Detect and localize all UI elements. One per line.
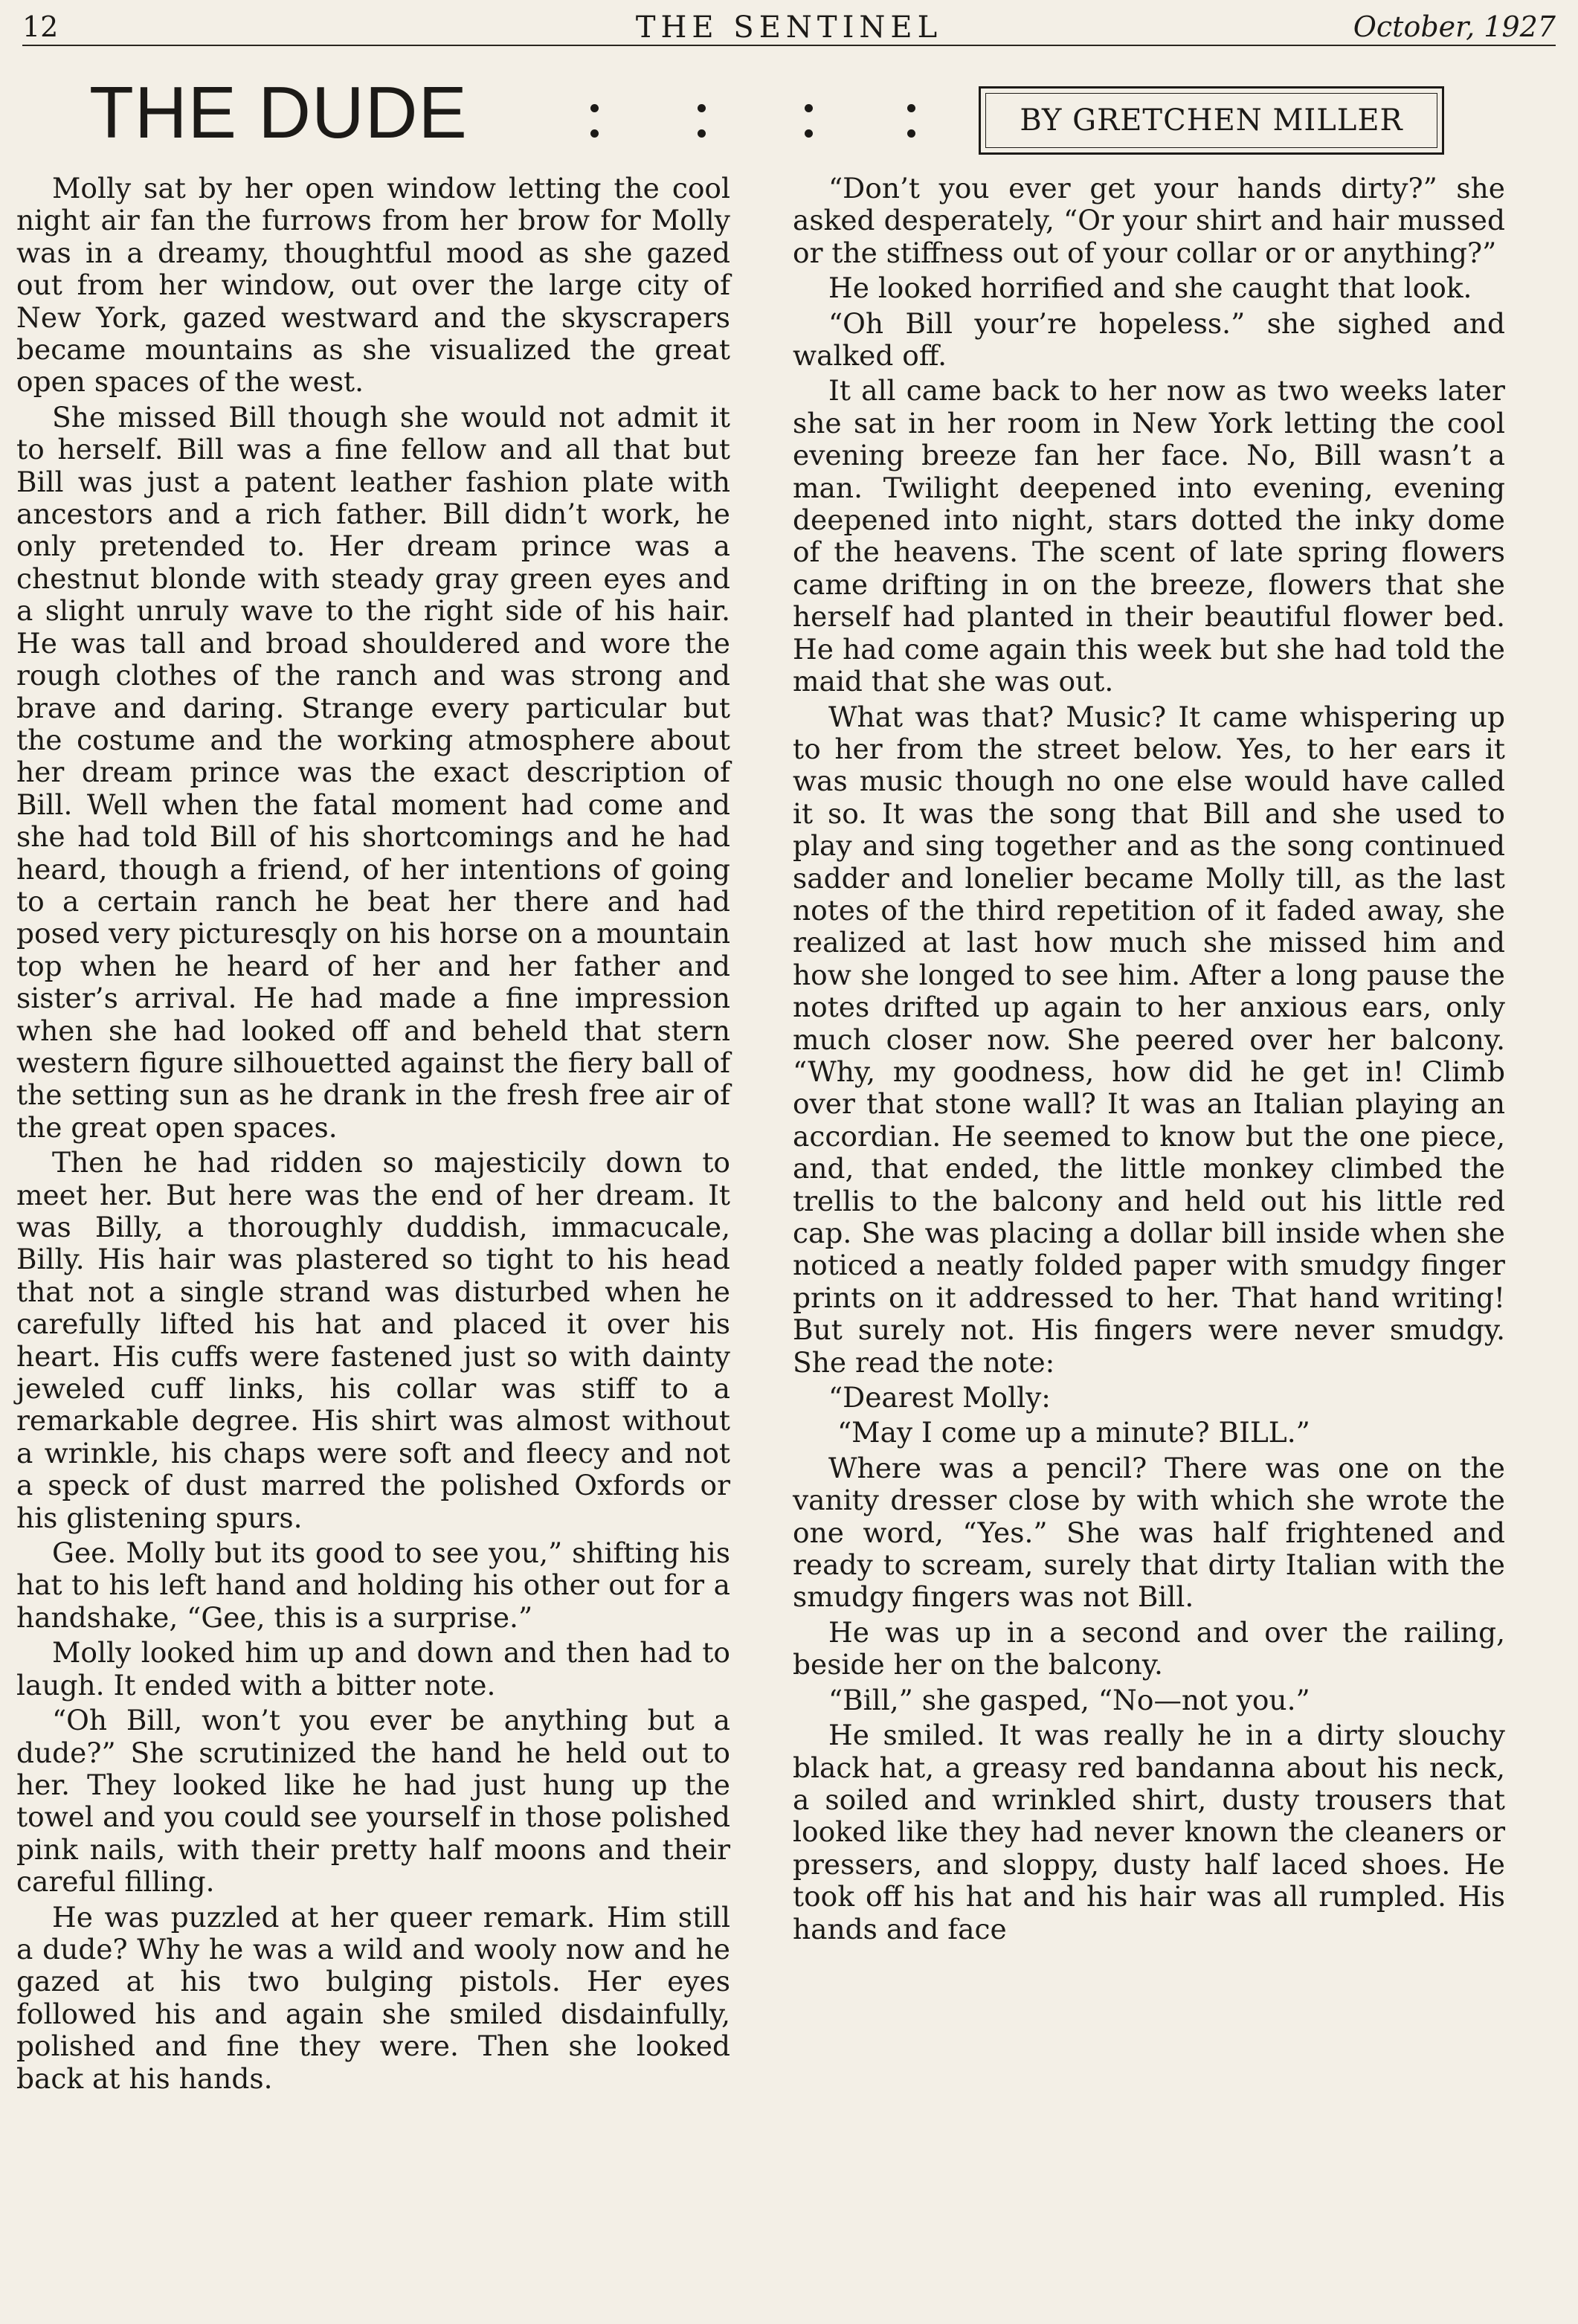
paragraph: Gee. Molly but its good to see you,” shifting his hat to his left hand and holding his other out for a handshake, “Gee, this is a surprise.” xyxy=(16,1536,730,1634)
paragraph: She missed Bill though she would not admit it to herself. Bill was a fine fellow and all that but Bill was just a patent leather fashion plate with ancestors and a rich father. Bill didn’t work, he only pretended to. Her dream prince was a chestnut blonde with steady gray green eyes and a slight unruly wave to the right side of his hair. He was tall and broad shouldered and wore the rough clothes of the ranch and was strong and brave and daring. Strange every particular but the costume and the working atmosphere about her dream prince was the exact description of Bill. Well when the fatal moment had come and she had told Bill of his shortcomings and he had heard, though a friend, of her intentions of going to a certain ranch he beat her there and had posed very picturesqly on his horse on a mountain top when he heard of her and her father and sister’s arrival. He had made a fine impression when she had looked off and beheld that stern western figure silhouetted against the fiery ball of the setting sun as he drank in the fresh free air of the great open spaces. xyxy=(16,400,730,1144)
story-title: THE DUDE xyxy=(89,71,468,153)
paragraph: He smiled. It was really he in a dirty slouchy black hat, a greasy red bandanna about his neck, a soiled and wrinkled shirt, dusty trousers that looked like they had never known the cleaners or pressers, and sloppy, dusty half laced shoes. He took off his hat and his hair was all rumpled. His hands and face xyxy=(793,1719,1505,1945)
left-column xyxy=(16,173,730,2098)
byline: BY GRETCHEN MILLER xyxy=(1020,103,1403,138)
running-head xyxy=(22,7,1556,46)
paragraph: “Oh Bill your’re hopeless.” she sighed and walked off. xyxy=(793,306,1505,373)
paragraph: What was that? Music? It came whispering up to her from the street below. Yes, to her ears it was music though no one else would have called it so. It was the song that Bill and she used to play and sing together and as the song continued sadder and lonelier became Molly till, as the last notes of the third repetition of it faded away, she realized at last how much she missed him and how she longed to see him. After a long pause the notes drifted up again to her anxious ears, only much closer now. She peered over her balcony. “Why, my goodness, how did he get in! Climb over that stone wall? It was an Italian playing an accordian. He seemed to know but the one piece, and, that ended, the little monkey climbed the trellis to the balcony and held out his little red cap. She was placing a dollar bill inside when she noticed a neatly folded paper with smudgy finger prints on it addressed to her. That hand writing! But surely not. His fingers were never smudgy. She read the note: xyxy=(793,700,1505,1379)
byline-box xyxy=(979,86,1444,155)
paragraph: He was up in a second and over the railing, beside her on the balcony. xyxy=(793,1615,1505,1681)
note-salutation: “Dearest Molly: xyxy=(828,1381,1051,1414)
paragraph: “Don’t you ever get your hands dirty?” she asked desperately, “Or your shirt and hair mussed or the stiffness out of your collar or or anything?” xyxy=(793,172,1505,269)
paragraph: Molly looked him up and down and then had to laugh. It ended with a bitter note. xyxy=(16,1636,730,1702)
issue-date: October, 1927 xyxy=(1353,10,1556,43)
journal-title: THE SENTINEL xyxy=(635,10,943,45)
page-number: 12 xyxy=(22,10,59,43)
paragraph: Where was a pencil? There was one on the vanity dresser close by with which she wrote the one word, “Yes.” She was half frightened and ready to scream, surely that dirty Italian with the smudgy fingers was not Bill. xyxy=(793,1451,1505,1614)
note-body: “May I come up a minute? BILL.” xyxy=(837,1416,1310,1449)
paragraph: “Oh Bill, won’t you ever be anything but a dude?” She scrutinized the hand he held out to her. They looked like he had just hung up the towel and you could see yourself in those polished pink nails, with their pretty half moons and their careful filling. xyxy=(16,1704,730,1899)
title-ornament-dots xyxy=(571,104,921,164)
paragraph: Molly sat by her open window letting the cool night air fan the furrows from her brow for Molly was in a dreamy, thoughtful mood as she gazed out from her window, out over the large city of New York, gazed westward and the skyscrapers became mountains as she visualized the great open spaces of the west. xyxy=(16,172,730,399)
paragraph: He looked horrified and she caught that look. xyxy=(828,271,1472,305)
paragraph: It all came back to her now as two weeks later she sat in her room in New York letting the cool evening breeze fan her face. No, Bill wasn’t a man. Twilight deepened into evening, evening deepened into night, stars dotted the inky dome of the heavens. The scent of late spring flowers came drifting in on the breeze, flowers that she herself had planted in their beautiful flower bed. He had come again this week but she had told the maid that she was out. xyxy=(793,374,1505,698)
paragraph: Then he had ridden so majesticily down to meet her. But here was the end of her dream. It was Billy, a thoroughly duddish, immacucale, Billy. His hair was plastered so tight to his head that not a single strand was disturbed when he carefully lifted his hat and placed it over his heart. His cuffs were fastened just so with dainty jeweled cuff links, his collar was stiff to a remarkable degree. His shirt was almost without a wrinkle, his chaps were soft and fleecy and not a speck of dust marred the polished Oxfords or his glistening spurs. xyxy=(16,1146,730,1534)
title-row xyxy=(22,71,1556,161)
right-column xyxy=(793,173,1505,1948)
paragraph: He was puzzled at her queer remark. Him still a dude? Why he was a wild and wooly now and he gazed at his two bulging pistols. Her eyes followed his and again she smiled disdainfully, polished and fine they were. Then she looked back at his hands. xyxy=(16,1900,730,2095)
paragraph: “Bill,” she gasped, “No—not you.” xyxy=(828,1683,1310,1716)
